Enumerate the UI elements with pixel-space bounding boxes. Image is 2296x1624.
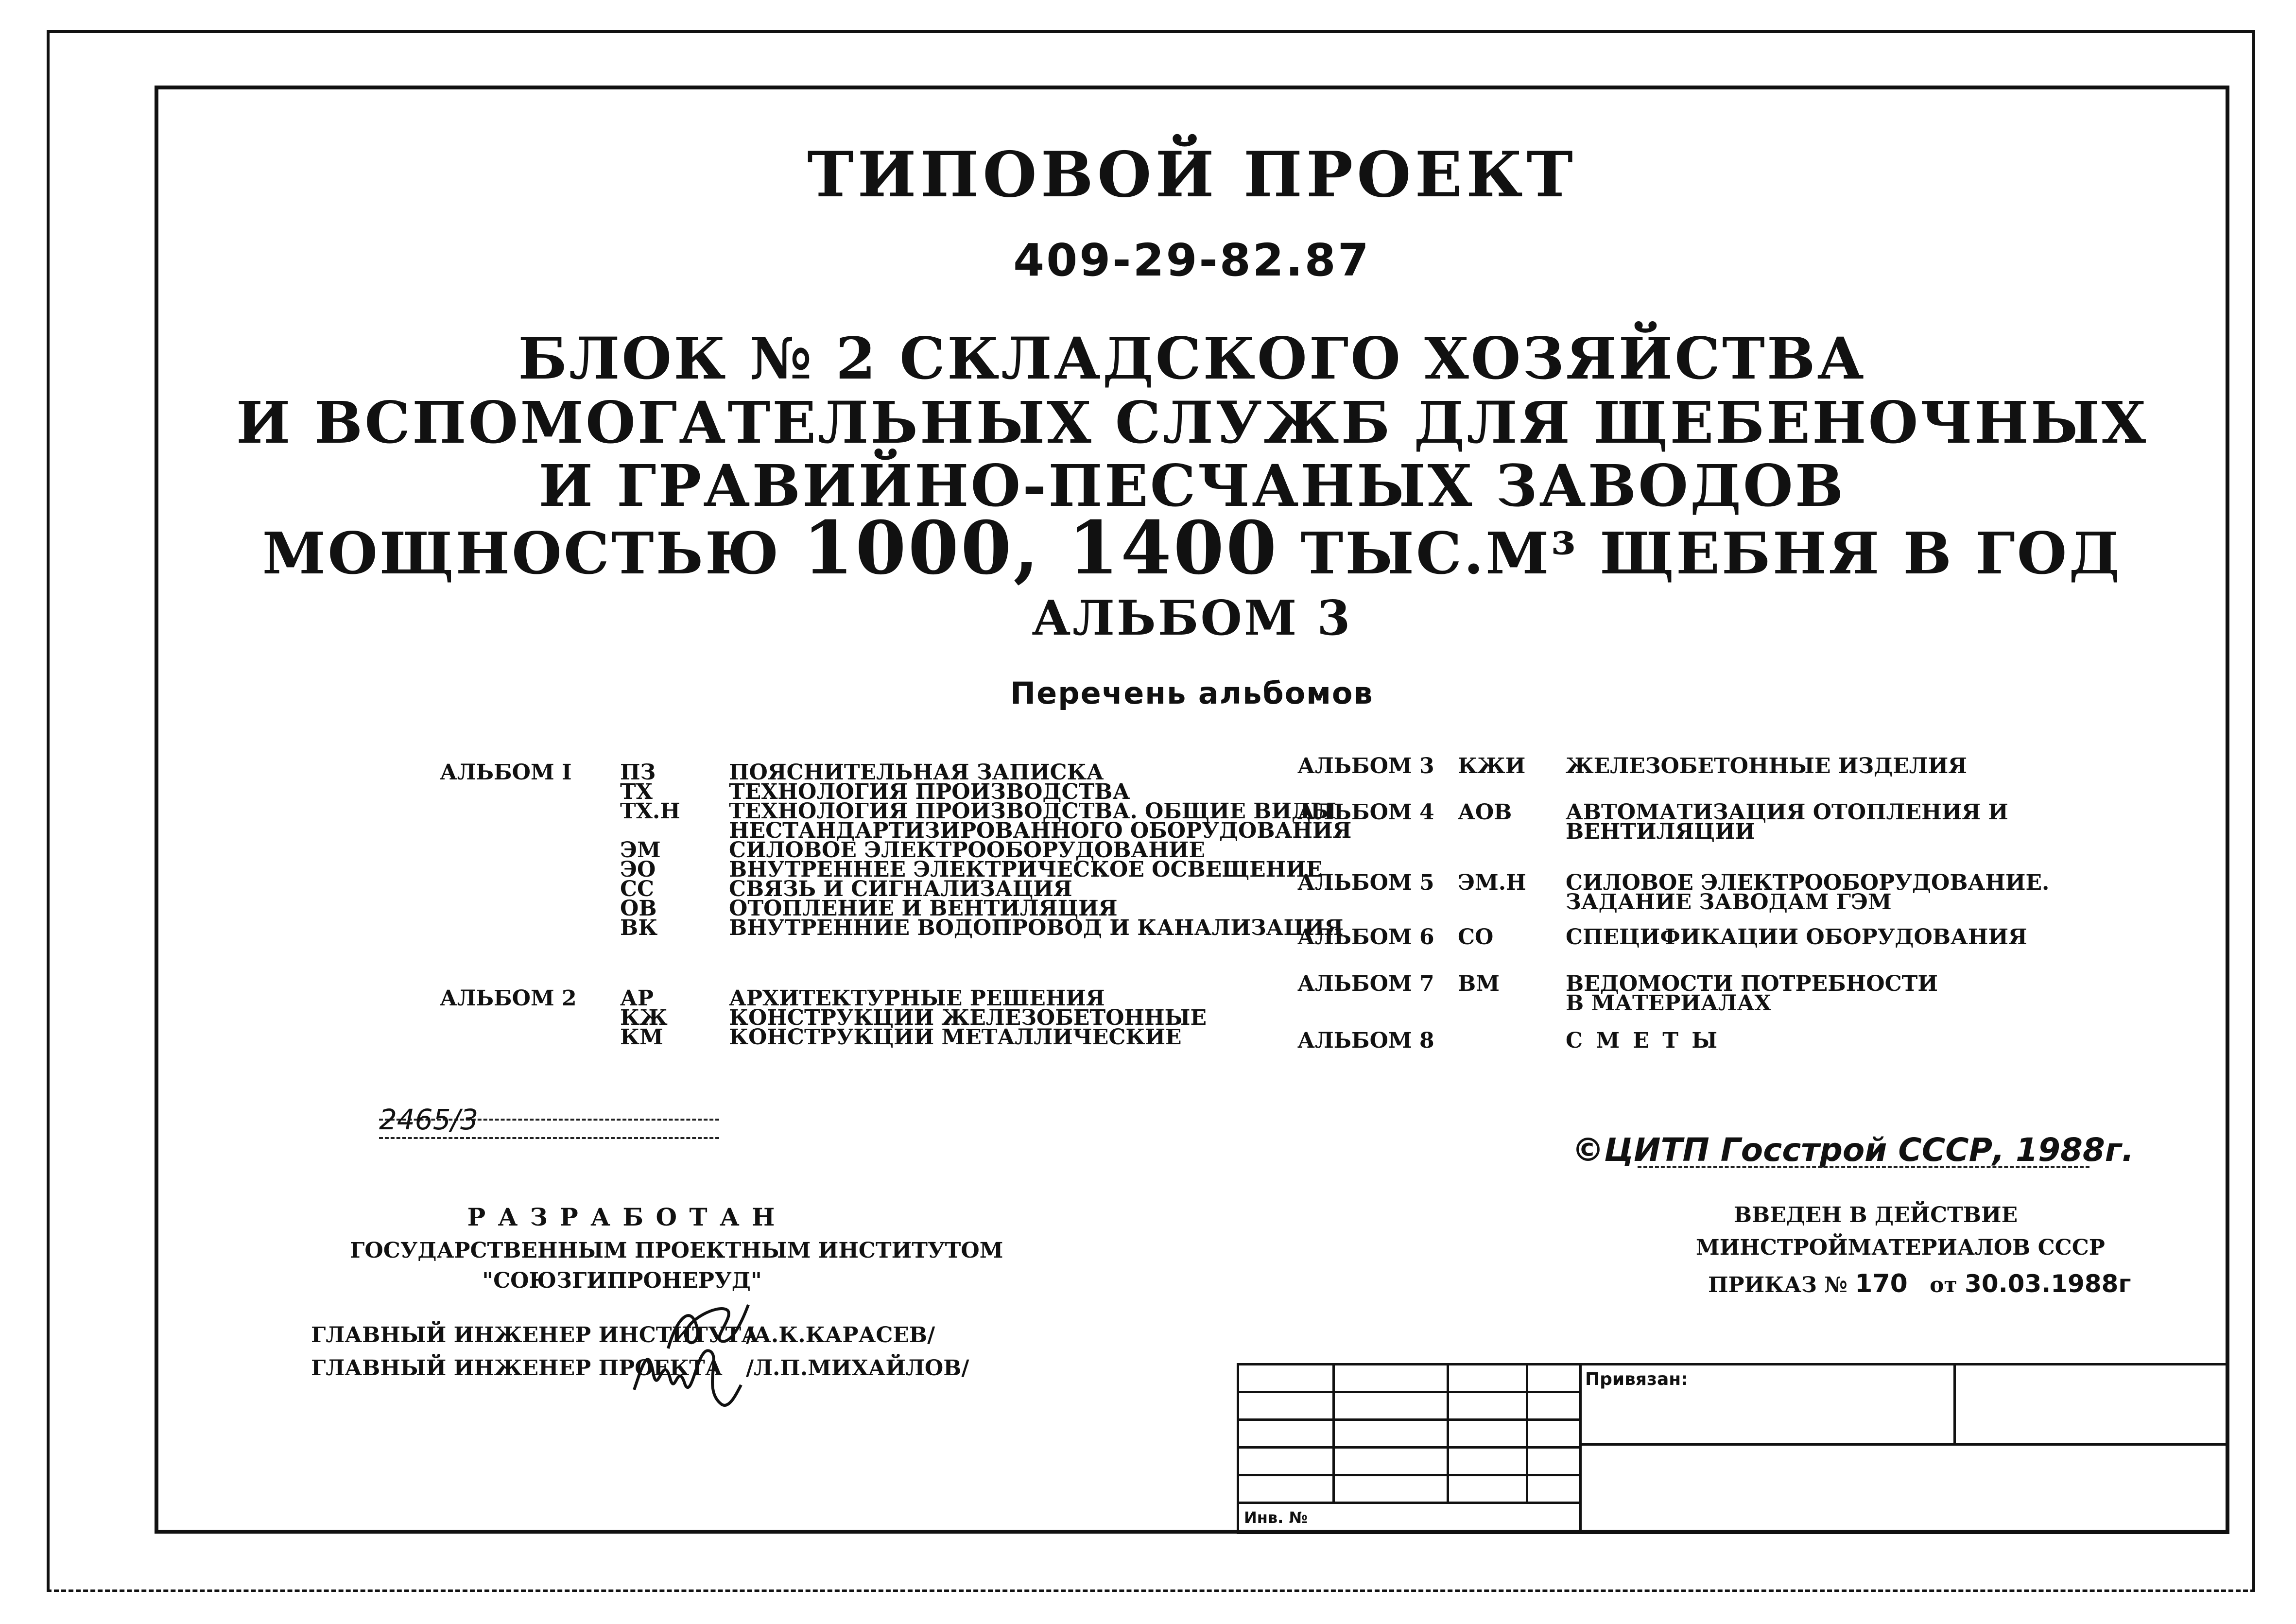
grid-line: [1237, 1502, 1579, 1504]
enactment-line-1: ВВЕДЕН В ДЕЙСТВИЕ: [1733, 1203, 2018, 1227]
album-code: ПЗ: [620, 760, 656, 785]
album-code: ЭМ.Н: [1458, 870, 1526, 895]
order-from-label: от: [1930, 1273, 1957, 1297]
album-description: ВНУТРЕННЕЕ ЭЛЕКТРИЧЕСКОЕ ОСВЕЩЕНИЕ: [729, 857, 1323, 882]
album-code: ОВ: [620, 896, 657, 921]
album-code: ВМ: [1458, 971, 1500, 996]
title-line-4-capacity-values: 1000, 1400: [802, 505, 1279, 591]
album-description: КОНСТРУКЦИИ ЖЕЛЕЗОБЕТОННЫЕ: [729, 1005, 1207, 1030]
project-number: 409-29-82.87: [1013, 234, 1371, 286]
developer-org-line: ГОСУДАРСТВЕННЫМ ПРОЕКТНЫМ ИНСТИТУТОМ: [350, 1238, 1003, 1263]
album-description-cont: ВЕНТИЛЯЦИИ: [1566, 819, 1755, 844]
album-code: КЖИ: [1458, 754, 1526, 778]
enactment-order: [1708, 1269, 2131, 1298]
album-code: КМ: [620, 1025, 663, 1050]
grid-line: [1953, 1363, 1956, 1446]
inventory-line-bottom: [379, 1137, 719, 1139]
grid-line: [1237, 1446, 1579, 1449]
chief-engineer-project-name: /Л.П.МИХАЙЛОВ/: [746, 1356, 969, 1381]
chief-engineer-institute-name: /А.К.КАРАСЕВ/: [746, 1323, 935, 1348]
grid-line: [1579, 1363, 1582, 1534]
title-line-4-capacity-unit: ТЫС.М³ ЩЕБНЯ В ГОД: [1300, 519, 2122, 587]
album-label: АЛЬБОМ 4: [1297, 800, 1434, 825]
grid-line: [1237, 1418, 1579, 1421]
grid-line: [1526, 1363, 1528, 1504]
document-type-title: ТИПОВОЙ ПРОЕКТ: [807, 138, 1577, 211]
bound-label: Привязан:: [1585, 1369, 1688, 1389]
developer-org-name: "СОЮЗГИПРОНЕРУД": [482, 1268, 762, 1293]
order-date: 30.03.1988г: [1965, 1270, 2131, 1298]
signature-mikhailov: [624, 1331, 746, 1409]
title-line-2: И ВСПОМОГАТЕЛЬНЫХ СЛУЖБ ДЛЯ ЩЕБЕНОЧНЫХ: [236, 389, 2148, 456]
album-description: СПЕЦИФИКАЦИИ ОБОРУДОВАНИЯ: [1566, 925, 2027, 950]
grid-line: [1332, 1363, 1335, 1504]
album-code: ТХ: [620, 779, 653, 804]
grid-line: [1237, 1474, 1579, 1476]
album-description-cont: ЗАДАНИЕ ЗАВОДАМ ГЭМ: [1566, 890, 1892, 915]
album-description: С М Е Т Ы: [1566, 1028, 1721, 1053]
album-description: ТЕХНОЛОГИЯ ПРОИЗВОДСТВА. ОБЩИЕ ВИДЫ: [729, 799, 1336, 824]
grid-line: [1237, 1391, 1579, 1393]
album-description: ТЕХНОЛОГИЯ ПРОИЗВОДСТВА: [729, 779, 1130, 804]
copyright-note: ©ЦИТП Госстрой СССР, 1988г.: [1572, 1131, 2134, 1169]
album-description: НЕСТАНДАРТИЗИРОВАННОГО ОБОРУДОВАНИЯ: [729, 818, 1352, 843]
album-description: КОНСТРУКЦИИ МЕТАЛЛИЧЕСКИЕ: [729, 1025, 1182, 1050]
inventory-label: Инв. №: [1244, 1508, 1308, 1527]
grid-line: [1579, 1443, 2229, 1446]
album-description: СИЛОВОЕ ЭЛЕКТРООБОРУДОВАНИЕ: [729, 838, 1206, 863]
album-label: АЛЬБОМ 7: [1297, 971, 1434, 996]
album-description: ВЕДОМОСТИ ПОТРЕБНОСТИ: [1566, 971, 1938, 996]
album-description: СВЯЗЬ И СИГНАЛИЗАЦИЯ: [729, 877, 1072, 901]
album-code: ЭО: [620, 857, 656, 882]
album-code: КЖ: [620, 1005, 668, 1030]
album-code: АОВ: [1458, 800, 1512, 825]
title-block-border: [1237, 1363, 2229, 1534]
album-description: ПОЯСНИТЕЛЬНАЯ ЗАПИСКА: [729, 760, 1104, 785]
album-code: ВК: [620, 916, 658, 940]
title-line-4-capacity-label: МОЩНОСТЬЮ: [262, 519, 781, 587]
grid-line: [1447, 1363, 1449, 1504]
title-line-1: БЛОК № 2 СКЛАДСКОГО ХОЗЯЙСТВА: [518, 325, 1866, 392]
album-label: АЛЬБОМ 6: [1297, 925, 1434, 950]
album-description: ЖЕЛЕЗОБЕТОННЫЕ ИЗДЕЛИЯ: [1566, 754, 1968, 778]
order-label: ПРИКАЗ №: [1708, 1273, 1847, 1297]
album-label: АЛЬБОМ 8: [1297, 1028, 1434, 1053]
developer-title: Р А З Р А Б О Т А Н: [467, 1203, 777, 1231]
album-list-title: Перечень альбомов: [1010, 675, 1374, 711]
title-line-3: И ГРАВИЙНО-ПЕСЧАНЫХ ЗАВОДОВ: [538, 452, 1846, 519]
album-label: АЛЬБОМ 2: [440, 986, 577, 1011]
album-code: СС: [620, 877, 655, 901]
copyright-underline: [1638, 1166, 2089, 1168]
inventory-number: 2465/3: [379, 1103, 479, 1136]
album-label: АЛЬБОМ I: [440, 760, 572, 785]
album-number: АЛЬБОМ 3: [1032, 590, 1352, 646]
album-description: ВНУТРЕННИЕ ВОДОПРОВОД И КАНАЛИЗАЦИЯ: [729, 916, 1344, 940]
album-code: ТХ.Н: [620, 799, 680, 824]
chief-engineer-institute-label: ГЛАВНЫЙ ИНЖЕНЕР ИНСТИТУТА: [311, 1323, 759, 1348]
album-description: ОТОПЛЕНИЕ И ВЕНТИЛЯЦИЯ: [729, 896, 1118, 921]
title-line-4: [155, 505, 2229, 591]
album-description: АВТОМАТИЗАЦИЯ ОТОПЛЕНИЯ И: [1566, 800, 2008, 825]
enactment-line-2: МИНСТРОЙМАТЕРИАЛОВ СССР: [1696, 1235, 2105, 1260]
album-code: ЭМ: [620, 838, 661, 863]
album-label: АЛЬБОМ 5: [1297, 870, 1434, 895]
chief-engineer-project-label: ГЛАВНЫЙ ИНЖЕНЕР ПРОЕКТА: [311, 1356, 723, 1381]
album-code: СО: [1458, 925, 1494, 950]
order-number: 170: [1855, 1269, 1908, 1298]
album-label: АЛЬБОМ 3: [1297, 754, 1434, 778]
album-description: АРХИТЕКТУРНЫЕ РЕШЕНИЯ: [729, 986, 1105, 1011]
album-description: СИЛОВОЕ ЭЛЕКТРООБОРУДОВАНИЕ.: [1566, 870, 2050, 895]
album-code: АР: [620, 986, 654, 1011]
album-description-cont: В МАТЕРИАЛАХ: [1566, 991, 1771, 1016]
